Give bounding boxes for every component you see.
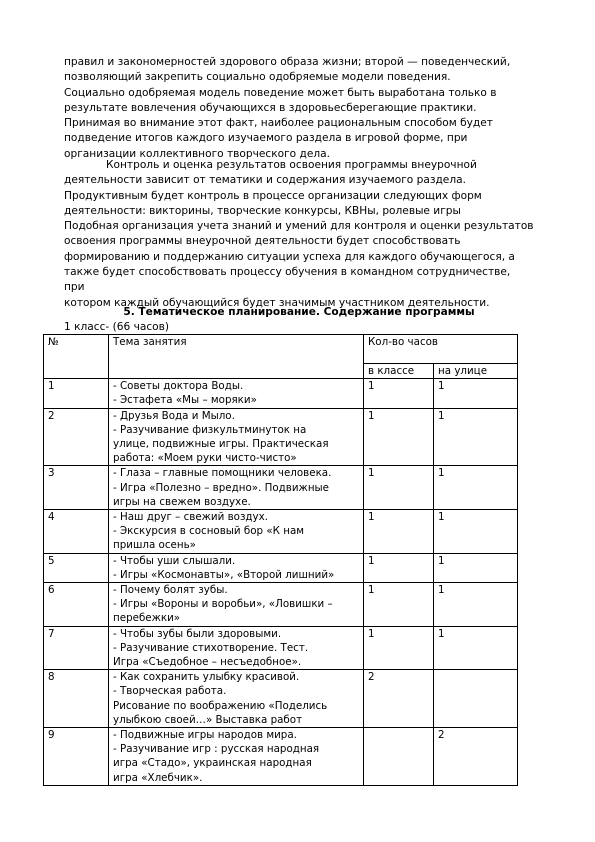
table-row [44,553,518,582]
topic-line: улыбкою своей…» Выставка работ [113,713,303,726]
topic-line: игры на свежем воздухе. [113,495,251,508]
topic-line: пришла осень» [113,539,196,552]
topic-line: Рисование по воображению «Поделись [113,699,328,712]
topic-line: - Эстафета «Мы – моряки» [113,394,257,407]
topic-line: игра «Хлебчик». [113,771,203,784]
cell-num: 7 [44,626,109,670]
text-line: организации коллективного творческого дела. [64,147,330,160]
topic-line: - Игры «Вороны и воробьи», «Ловишки – [113,598,333,611]
cell-num: 5 [44,553,109,582]
table-row [44,728,518,786]
cell-outdoor [434,670,518,728]
topic-line: - Игра «Полезно – вредно». Подвижные [113,481,330,494]
cell-in-class [364,728,434,786]
cell-in-class: 1 [364,626,434,670]
topic-line: Игра «Съедобное – несъедобное». [113,656,302,669]
text-line: позволяющий закрепить социально одобряемые модели поведения. [64,71,451,84]
cell-in-class: 1 [364,510,434,554]
text-line: Принимая во внимание этот факт, наиболее рациональным способом будет [64,117,493,130]
cell-in-class: 1 [364,379,434,408]
text-line: результате вовлечения обучающихся в здоровьесберегающие практики. [64,101,477,114]
text-line: Подобная организация учета знаний и умений для контроля и оценки результатов [64,220,534,233]
cell-outdoor: 1 [434,379,518,408]
paragraph-behavioral [64,55,534,162]
table-row [44,379,518,408]
text-line: котором каждый обучающийся будет значимым участником деятельности. [64,296,490,309]
cell-topic [109,379,364,408]
text-line: освоения программы внеурочной деятельности будет способствовать [64,235,461,248]
section-heading: 5. Тематическое планирование. Содержание программы [123,306,475,318]
cell-in-class: 1 [364,408,434,466]
thematic-plan-table [43,334,518,786]
text-line: также будет способствовать процессу обучения в командном сотрудничестве, при [64,266,511,294]
table-header-row [44,335,518,364]
paragraph-2 [64,158,534,311]
topic-line: - Разучивание игр : русская народная [113,743,320,756]
class-subheading: 1 класс- (66 часов) [64,321,170,333]
topic-line: - Почему болят зубы. [113,584,228,597]
text-line: Социально одобряемая модель поведение может быть выработана только в [64,86,497,99]
topic-line: - Советы доктора Воды. [113,380,244,393]
text-line: деятельности: викторины, творческие конкурсы, КВНы, ролевые игры [64,204,461,217]
topic-line: работа: «Моем руки чисто-чисто» [113,452,297,465]
table-row [44,466,518,510]
cell-in-class: 1 [364,583,434,627]
cell-topic [109,583,364,627]
cell-outdoor: 1 [434,583,518,627]
text-line: деятельности зависит от тематики и содержания изучаемого раздела. [64,174,466,187]
cell-outdoor: 1 [434,553,518,582]
text-line: Продуктивным будет контроль в процессе организации следующих форм [64,189,482,202]
cell-topic [109,728,364,786]
cell-topic [109,510,364,554]
cell-num: 6 [44,583,109,627]
topic-line: - Друзья Вода и Мыло. [113,409,235,422]
table-row [44,670,518,728]
table-row [44,408,518,466]
text-line: правил и закономерностей здорового образа жизни; второй — поведенческий, [64,56,511,68]
cell-topic [109,670,364,728]
cell-outdoor: 2 [434,728,518,786]
topic-line: - Наш друг – свежий воздух. [113,511,269,524]
topic-line: - Игры «Космонавты», «Второй лишний» [113,568,335,581]
header-num: № [44,335,109,379]
paragraph-1 [64,55,534,162]
topic-line: - Творческая работа. [113,685,227,698]
text-line: подведение итогов каждого изучаемого раздела в игровой форме, при [64,132,468,145]
cell-in-class: 1 [364,553,434,582]
header-hours: Кол-во часов [364,335,518,364]
topic-line: - Подвижные игры народов мира. [113,729,297,742]
cell-topic [109,553,364,582]
header-outdoor: на улице [434,364,518,379]
topic-line: - Чтобы уши слышали. [113,554,236,567]
cell-outdoor: 1 [434,510,518,554]
paragraph-control [64,158,534,311]
header-topic: Тема занятия [109,335,364,379]
topic-line: - Разучивание физкультминуток на [113,423,307,436]
text-line: формированию и поддержанию ситуации успеха для каждого обучающегося, а [64,250,515,263]
topic-line: - Чтобы зубы были здоровыми. [113,627,282,640]
cell-outdoor: 1 [434,626,518,670]
cell-num: 9 [44,728,109,786]
table-row [44,626,518,670]
cell-topic [109,626,364,670]
topic-line: - Как сохранить улыбку красивой. [113,671,300,684]
table-row [44,510,518,554]
topic-line: - Экскурсия в сосновый бор «К нам [113,525,305,538]
cell-num: 1 [44,379,109,408]
cell-in-class: 2 [364,670,434,728]
cell-num: 4 [44,510,109,554]
table-row [44,583,518,627]
cell-topic [109,408,364,466]
cell-topic [109,466,364,510]
cell-num: 8 [44,670,109,728]
topic-line: перебежки» [113,612,181,625]
cell-num: 2 [44,408,109,466]
cell-outdoor: 1 [434,408,518,466]
cell-outdoor: 1 [434,466,518,510]
topic-line: - Глаза – главные помощники человека. [113,467,332,480]
cell-num: 3 [44,466,109,510]
topic-line: улице, подвижные игры. Практическая [113,438,329,451]
text-line: Контроль и оценка результатов освоения программы внеурочной [106,159,477,171]
header-in-class: в классе [364,364,434,379]
cell-in-class: 1 [364,466,434,510]
topic-line: игра «Стадо», украинская народная [113,757,312,770]
topic-line: - Разучивание стихотворение. Тест. [113,641,309,654]
